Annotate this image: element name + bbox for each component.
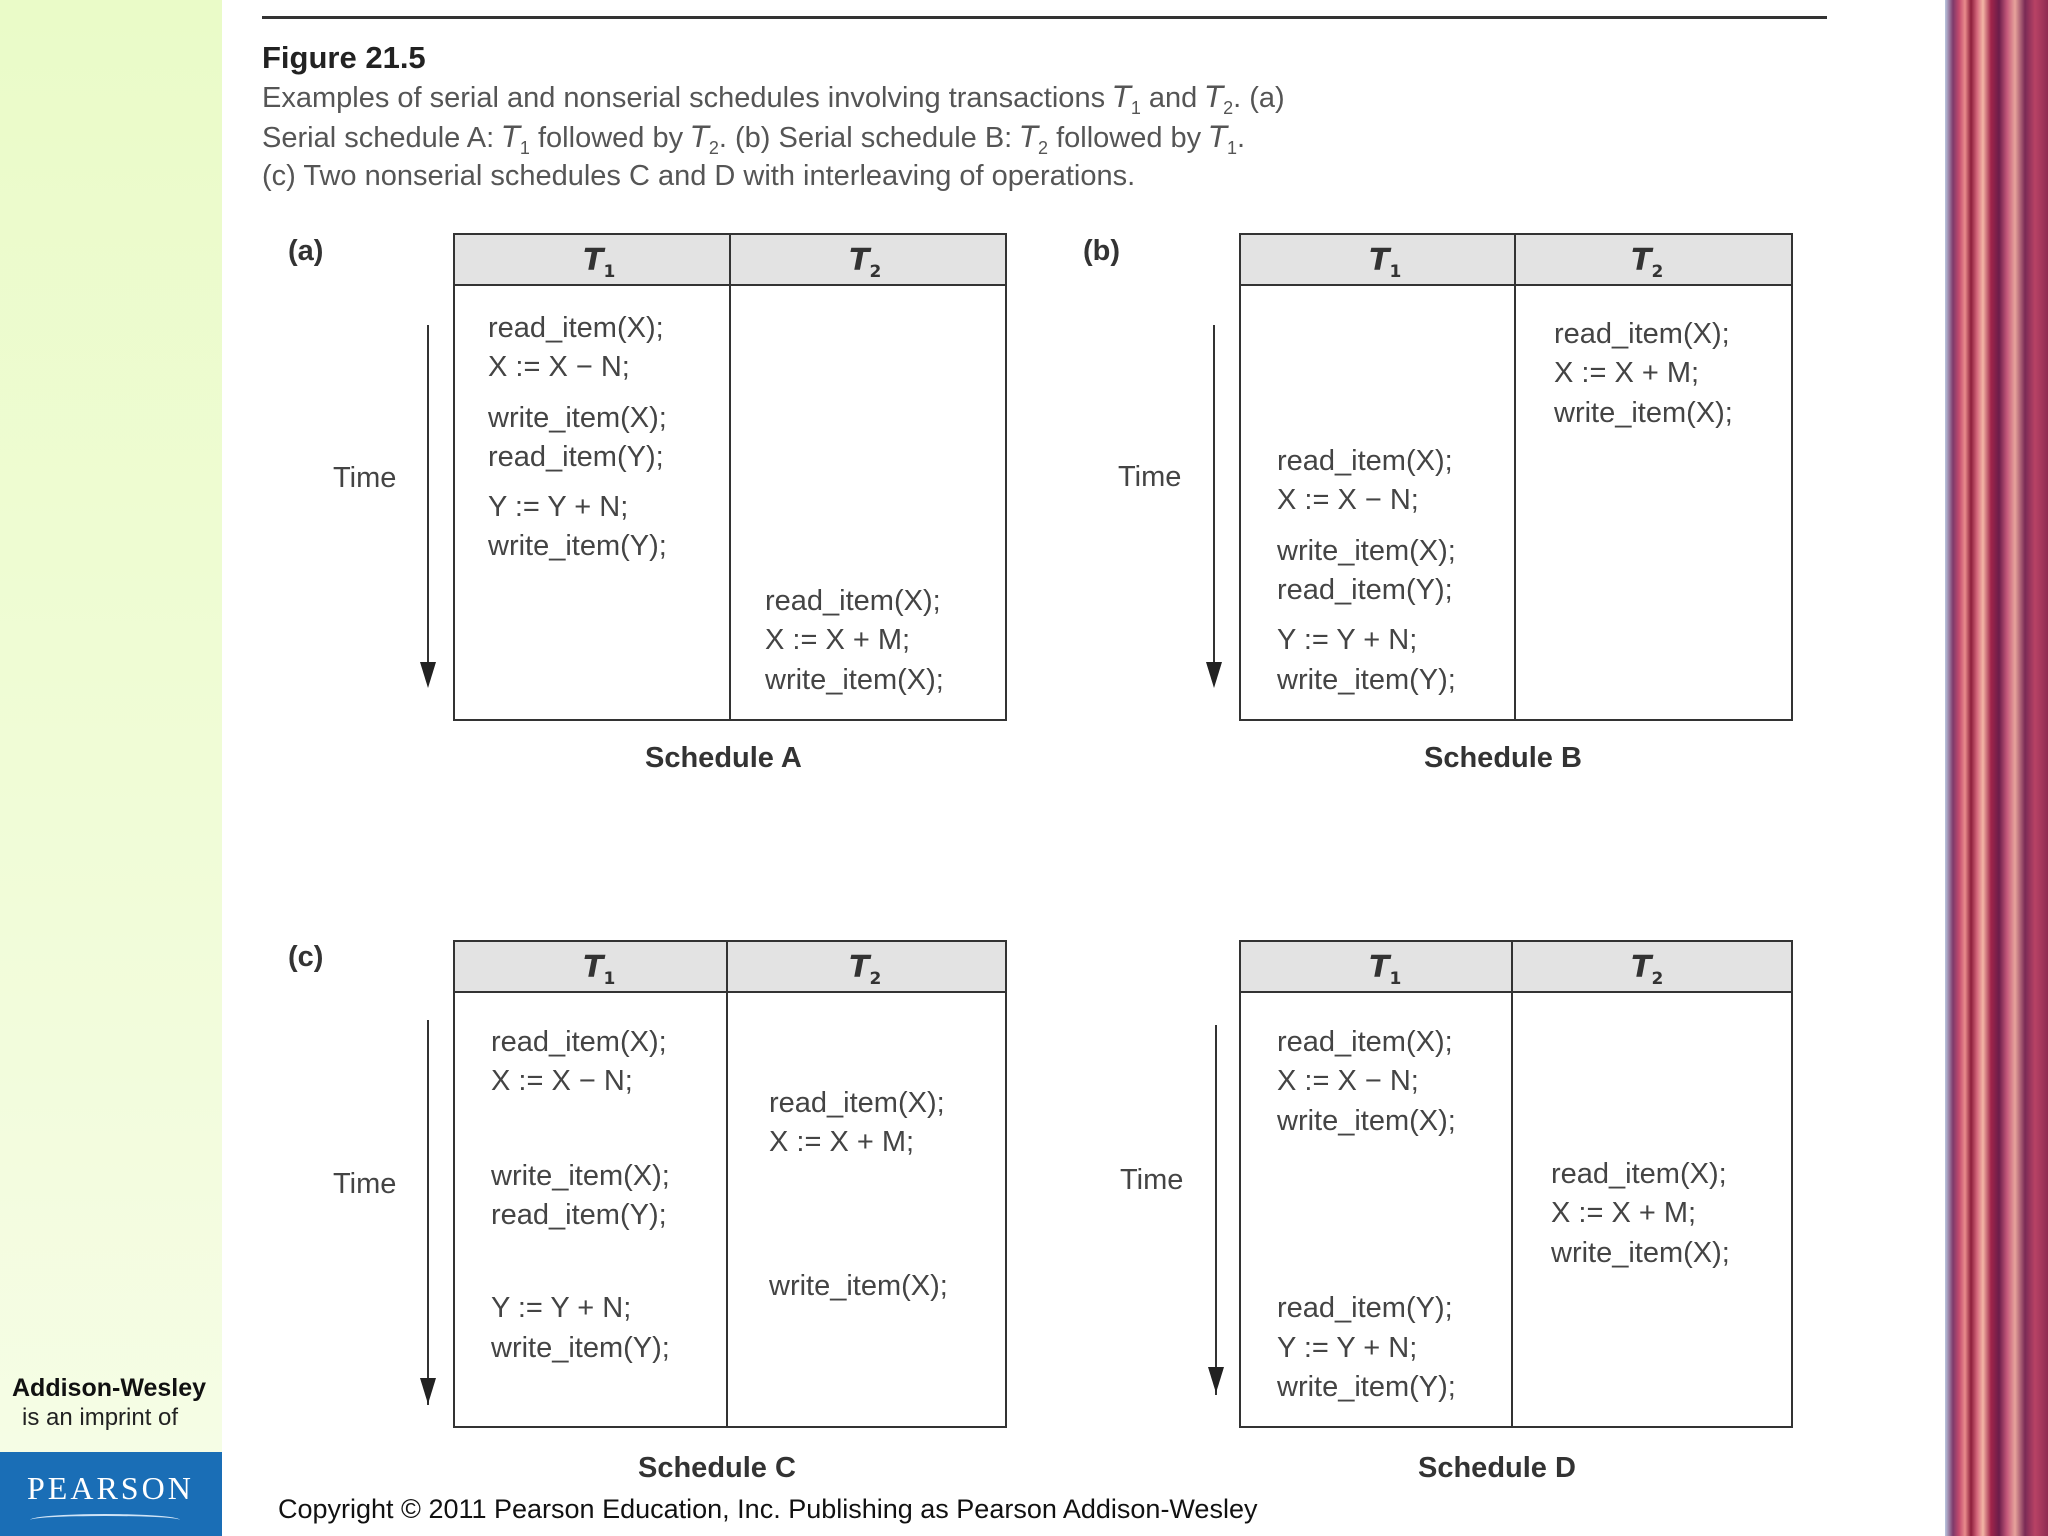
operation: Y := Y + N; [1277,1332,1418,1364]
column-divider [1514,235,1516,719]
time-label-d: Time [1120,1164,1184,1196]
operation: X := X − N; [488,351,630,383]
operation: read_item(Y); [1277,574,1453,606]
operation: read_item(X); [1554,318,1730,350]
time-label-a: Time [333,462,397,494]
schedule-d-name: Schedule D [1418,1452,1576,1484]
operation: X := X + M; [1554,357,1700,389]
decorative-stripe [1945,0,2048,1536]
operation: read_item(X); [488,312,664,344]
operation: read_item(X); [769,1087,945,1119]
operation: read_item(X); [1277,1026,1453,1058]
operation: write_item(X); [765,664,944,696]
schedule-d-header [1241,942,1791,993]
time-arrow-c [427,1020,429,1405]
operation: write_item(X); [1277,1105,1456,1137]
operation: read_item(X); [1277,445,1453,477]
column-header-t2: $T_2$ [1631,950,1664,989]
operation: Y := Y + N; [491,1292,632,1324]
operation: write_item(Y); [1277,664,1456,696]
time-arrow-a [427,325,429,665]
time-arrow-head-d [1208,1367,1224,1393]
column-divider [1511,942,1513,1426]
schedule-a-table [453,233,1007,721]
operation: X := X + M; [1551,1197,1697,1229]
time-arrow-head-a [420,662,436,688]
operation: read_item(Y); [488,441,664,473]
part-label-b: (b) [1083,235,1121,267]
figure-top-rule [262,16,1827,19]
operation: read_item(X); [765,585,941,617]
operation: read_item(Y); [1277,1292,1453,1324]
schedule-c-header [455,942,1005,993]
operation: X := X − N; [491,1065,633,1097]
time-label-c: Time [333,1168,397,1200]
column-header-t2: $T_2$ [849,950,882,989]
operation: Y := Y + N; [488,491,629,523]
operation: X := X + M; [765,624,911,656]
operation: X := X + M; [769,1126,915,1158]
figure-title: Figure 21.5 [262,40,426,75]
operation: write_item(X); [491,1160,670,1192]
column-header-t2: $T_2$ [1631,243,1664,282]
column-header-t1: $T_1$ [1369,243,1402,282]
left-green-band [0,0,222,1536]
pearson-wordmark: PEARSON [27,1470,194,1506]
operation: write_item(X); [488,402,667,434]
caption-line-2: Serial schedule A: $T_1$ followed by $T_2$. (b) Serial schedule B: $T_2$ followed by $T_1$. [262,120,1246,158]
addison-wesley-logo: Addison-Wesley [12,1374,207,1402]
imprint-text: is an imprint of [22,1404,179,1431]
operation: write_item(X); [769,1270,948,1302]
column-header-t2: $T_2$ [849,243,882,282]
operation: X := X − N; [1277,484,1419,516]
column-divider [726,942,728,1426]
operation: write_item(X); [1554,397,1733,429]
operation: write_item(X); [1277,535,1456,567]
operation: write_item(Y); [1277,1371,1456,1403]
time-arrow-d [1215,1025,1217,1395]
caption-line-3: (c) Two nonserial schedules C and D with interleaving of operations. [262,160,1136,192]
time-arrow-head-c [420,1378,436,1404]
schedule-c-name: Schedule C [638,1452,796,1484]
column-header-t1: $T_1$ [583,243,616,282]
part-label-c: (c) [288,941,324,973]
pearson-swoosh-icon [30,1514,180,1526]
schedule-a-name: Schedule A [645,742,802,774]
part-label-a: (a) [288,235,324,267]
schedule-b-name: Schedule B [1424,742,1582,774]
operation: write_item(Y); [491,1332,670,1364]
operation: read_item(X); [1551,1158,1727,1190]
operation: write_item(X); [1551,1237,1730,1269]
operation: X := X − N; [1277,1065,1419,1097]
column-header-t1: $T_1$ [1369,950,1402,989]
time-label-b: Time [1118,461,1182,493]
operation: write_item(Y); [488,530,667,562]
column-divider [729,235,731,719]
column-header-t1: $T_1$ [583,950,616,989]
schedule-b-header [1241,235,1791,286]
operation: read_item(Y); [491,1199,667,1231]
operation: read_item(X); [491,1026,667,1058]
caption-line-1: Examples of serial and nonserial schedules involving transactions $T_1$ and $T_2$. (a) [262,80,1285,118]
copyright-notice: Copyright © 2011 Pearson Education, Inc. Publishing as Pearson Addison-Wesley [278,1494,1258,1524]
time-arrow-b [1213,325,1215,665]
time-arrow-head-b [1206,662,1222,688]
operation: Y := Y + N; [1277,624,1418,656]
